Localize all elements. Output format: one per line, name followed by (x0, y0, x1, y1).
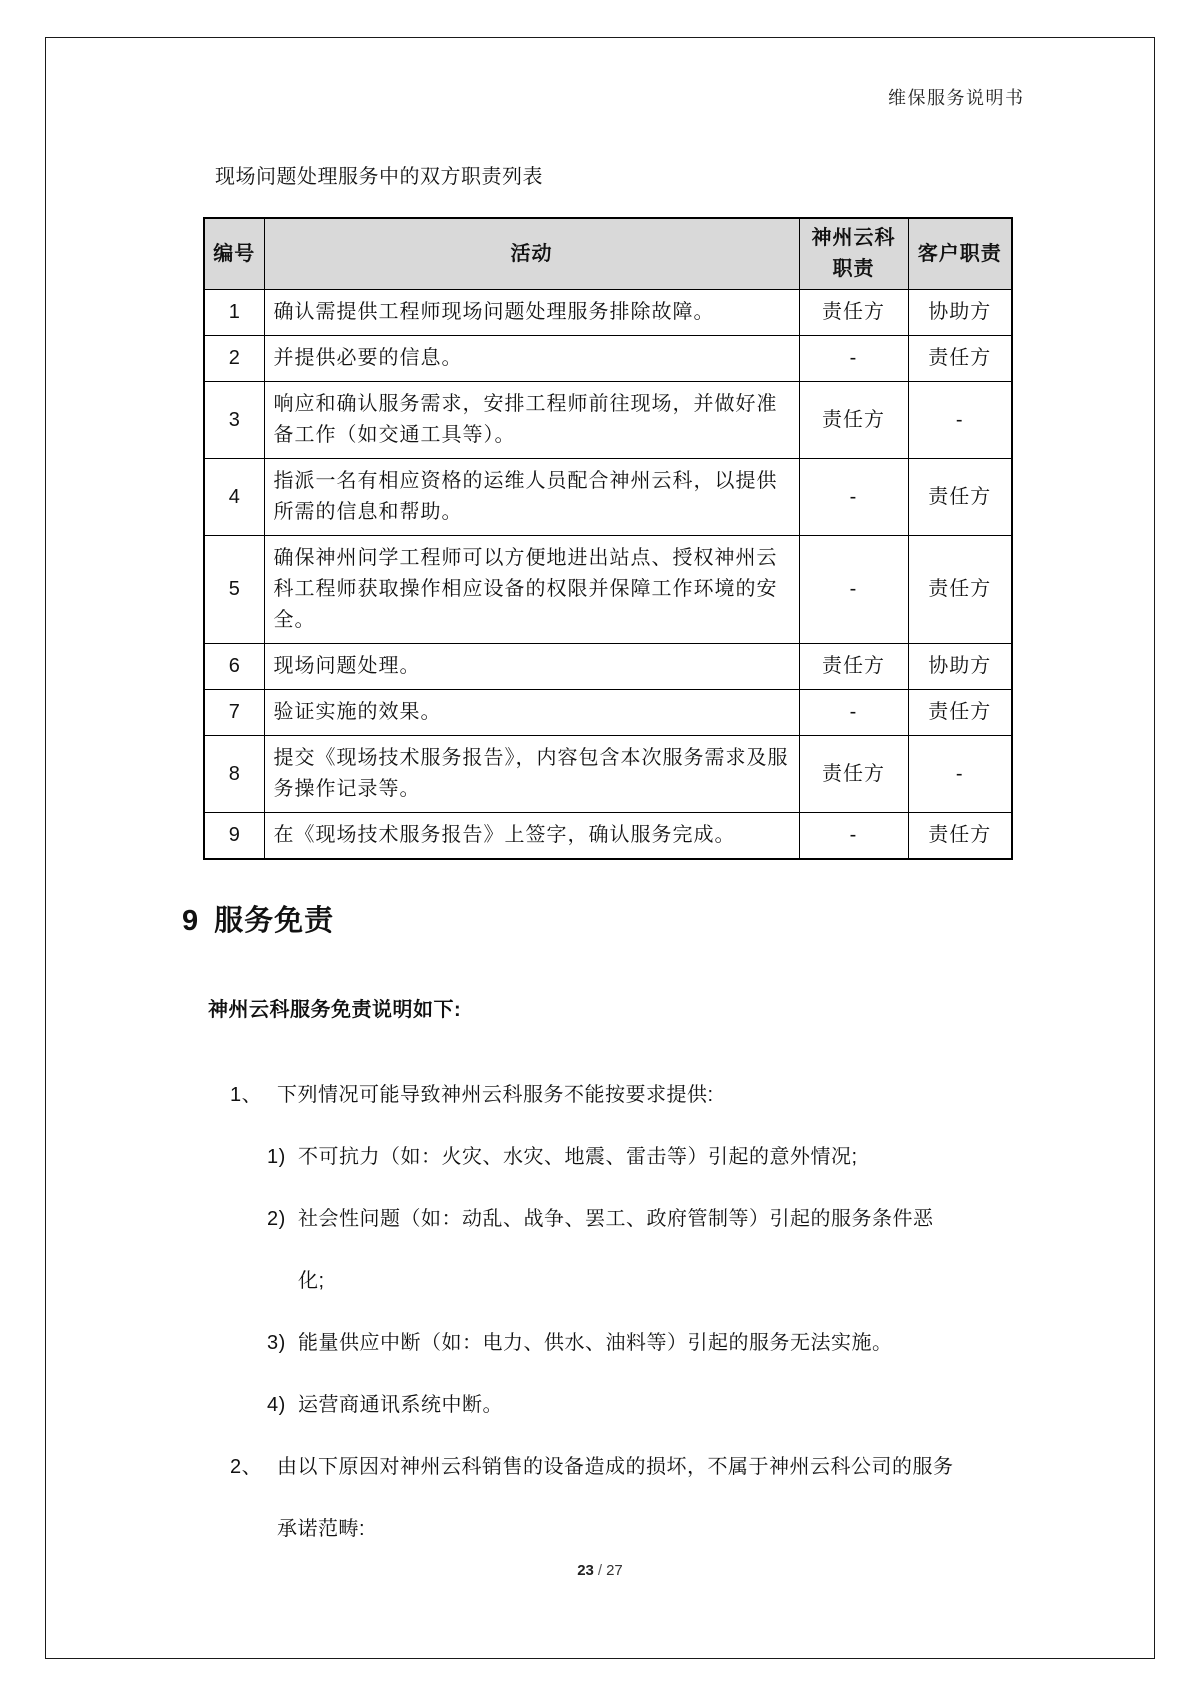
list-text: 下列情况可能导致神州云科服务不能按要求提供: (277, 1084, 714, 1106)
table-header-row (204, 218, 1012, 290)
table-row (204, 690, 1012, 736)
table-row (204, 382, 1012, 459)
list-item (267, 1126, 938, 1188)
column-header-activity: 活动 (264, 218, 799, 290)
list-text: 由以下原因对神州云科销售的设备造成的损坏，不属于神州云科公司的服务承诺范畴: (277, 1456, 954, 1540)
list-item (230, 1436, 957, 1560)
customer-role-cell: 责任方 (908, 813, 1012, 860)
list-item (267, 1374, 938, 1436)
customer-role-cell: - (908, 736, 1012, 813)
table-row (204, 644, 1012, 690)
exemption-list (230, 1064, 970, 1560)
activity-cell: 确保神州问学工程师可以方便地进出站点、授权神州云科工程师获取操作相应设备的权限并保障工作环境的安全。 (264, 536, 799, 644)
list-marker: 1、 (230, 1084, 263, 1106)
activity-cell: 确认需提供工程师现场问题处理服务排除故障。 (264, 290, 799, 336)
row-number-cell: 1 (204, 290, 264, 336)
list-item (230, 1064, 957, 1126)
customer-role-cell: 责任方 (908, 336, 1012, 382)
list-marker: 3) (267, 1332, 286, 1354)
table-row (204, 813, 1012, 860)
activity-cell: 验证实施的效果。 (264, 690, 799, 736)
responsibilities-table (203, 217, 1013, 860)
list-marker: 4) (267, 1394, 286, 1416)
page-number-current: 23 (577, 1562, 594, 1579)
section-number: 9 (182, 905, 200, 937)
vendor-role-cell: - (799, 536, 908, 644)
list-marker: 2、 (230, 1456, 263, 1478)
list-text: 运营商通讯系统中断。 (298, 1394, 503, 1416)
row-number-cell: 8 (204, 736, 264, 813)
vendor-role-cell: - (799, 813, 908, 860)
column-header-number: 编号 (204, 218, 264, 290)
list-marker: 2) (267, 1208, 286, 1230)
list-text: 能量供应中断（如：电力、供水、油料等）引起的服务无法实施。 (298, 1332, 893, 1354)
row-number-cell: 3 (204, 382, 264, 459)
list-text: 不可抗力（如：火灾、水灾、地震、雷击等）引起的意外情况; (298, 1146, 858, 1168)
activity-cell: 并提供必要的信息。 (264, 336, 799, 382)
section-heading (182, 898, 334, 939)
table-row (204, 736, 1012, 813)
row-number-cell: 7 (204, 690, 264, 736)
customer-role-cell: 责任方 (908, 690, 1012, 736)
activity-cell: 响应和确认服务需求，安排工程师前往现场，并做好准备工作（如交通工具等）。 (264, 382, 799, 459)
activity-cell: 提交《现场技术服务报告》，内容包含本次服务需求及服务操作记录等。 (264, 736, 799, 813)
exemption-intro: 神州云科服务免责说明如下: (208, 999, 462, 1021)
vendor-role-cell: 责任方 (799, 290, 908, 336)
page-number-total: 27 (606, 1562, 623, 1579)
table-row (204, 459, 1012, 536)
vendor-role-cell: - (799, 459, 908, 536)
list-item (267, 1188, 938, 1312)
row-number-cell: 2 (204, 336, 264, 382)
table-row (204, 536, 1012, 644)
customer-role-cell: - (908, 382, 1012, 459)
vendor-role-cell: 责任方 (799, 736, 908, 813)
row-number-cell: 5 (204, 536, 264, 644)
activity-cell: 现场问题处理。 (264, 644, 799, 690)
customer-role-cell: 协助方 (908, 290, 1012, 336)
vendor-role-cell: 责任方 (799, 644, 908, 690)
page-footer (0, 1562, 1200, 1579)
vendor-role-cell: - (799, 690, 908, 736)
activity-cell: 在《现场技术服务报告》上签字，确认服务完成。 (264, 813, 799, 860)
document-header-title: 维保服务说明书 (888, 88, 1025, 108)
section-title: 服务免责 (214, 905, 335, 937)
column-header-customer-role: 客户职责 (908, 218, 1012, 290)
vendor-role-cell: 责任方 (799, 382, 908, 459)
activity-cell: 指派一名有相应资格的运维人员配合神州云科，以提供所需的信息和帮助。 (264, 459, 799, 536)
list-item (267, 1312, 938, 1374)
row-number-cell: 4 (204, 459, 264, 536)
table-row (204, 336, 1012, 382)
page-number-separator: / (597, 1562, 603, 1579)
vendor-role-cell: - (799, 336, 908, 382)
row-number-cell: 9 (204, 813, 264, 860)
row-number-cell: 6 (204, 644, 264, 690)
list-marker: 1) (267, 1146, 286, 1168)
customer-role-cell: 协助方 (908, 644, 1012, 690)
customer-role-cell: 责任方 (908, 459, 1012, 536)
list-text: 社会性问题（如：动乱、战争、罢工、政府管制等）引起的服务条件恶化; (298, 1208, 934, 1292)
table-row (204, 290, 1012, 336)
table-caption: 现场问题处理服务中的双方职责列表 (215, 166, 543, 188)
customer-role-cell: 责任方 (908, 536, 1012, 644)
column-header-vendor-role: 神州云科职责 (799, 218, 908, 290)
